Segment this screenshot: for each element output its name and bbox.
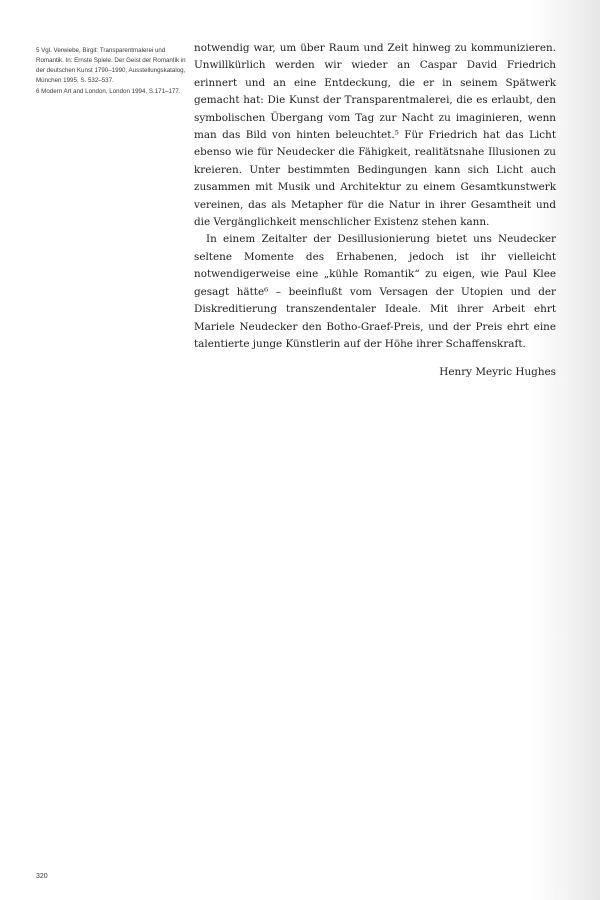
page-number: 320 [36,873,48,880]
footnote-6: 6 Modern Art and London, London 1994, S.171–177. [36,88,181,95]
footnote-5: 5 Vgl. Verwiebe, Birgit: Transparentmalerei und Romantik. In: Ernste Spiele. Der Geist der Romantik in der deutschen Kunst 1790–1990, Ausstellungskatalog, München 1995, S. 532–537. [36,47,186,84]
body-paragraph-2: In einem Zeitalter der Desillusionierung bietet uns Neudecker seltene Momente des Erhabenen, jedoch ist ihr vielleicht notwendigerweise eine „kühle Romantik“ zu eigen, wie Paul Klee gesagt hätte⁶ – beeinflußt vom Versagen der Utopien und der Diskreditierung transzendentaler Ideale. Mit ihrer Arbeit ehrt Mariele Neudecker den Botho-Graef-Preis, und der Preis ehrt eine talentierte junge Künstlerin auf der Höhe ihrer Schaffenskraft. [194,233,556,350]
main-text-column [194,40,556,382]
footnotes-column [36,46,186,98]
body-paragraph-1: notwendig war, um über Raum und Zeit hinweg zu kommunizieren. Unwillkürlich werden wir wieder an Caspar David Friedrich erinnert und an eine Entdeckung, die er in seinem Spätwerk gemacht hat: Die Kunst der Transparentmalerei, die es erlaubt, den symbolischen Übergang vom Tag zur Nacht zu imaginieren, wenn man das Bild von hinten beleuchtet.⁵ Für Friedrich hat das Licht ebenso wie für Neudecker die Fähigkeit, realitätsnahe Illusionen zu kreieren. Unter bestimmten Bedingungen kann sich Licht auch zusammen mit Musik und Architektur zu einem Gesamtkunstwerk vereinen, das als Metapher für die Natur in ihrer Gesamtheit und die Vergänglichkeit menschlicher Existenz stehen kann. [194,42,556,229]
author-signature: Henry Meyric Hughes [439,366,556,379]
